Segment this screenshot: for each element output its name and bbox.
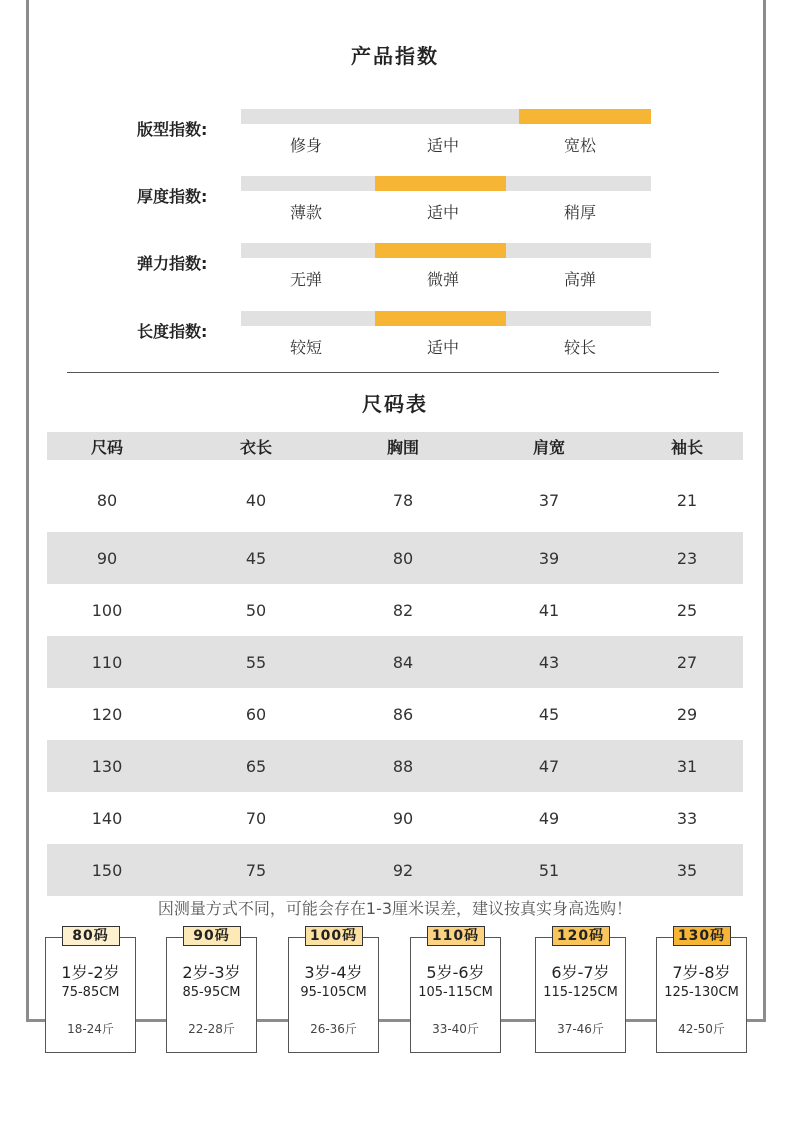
index-bar-track xyxy=(241,311,651,326)
table-cell: 45 xyxy=(538,704,560,724)
table-cell: 78 xyxy=(392,490,414,510)
index-label: 长度指数: xyxy=(137,322,208,341)
table-cell: 21 xyxy=(676,490,698,510)
table-cell: 110 xyxy=(91,652,123,672)
table-cell: 29 xyxy=(676,704,698,724)
table-cell: 130 xyxy=(91,756,123,776)
table-row xyxy=(47,688,743,740)
size-card xyxy=(45,928,136,1053)
size-card-age: 2岁-3岁 xyxy=(182,963,241,982)
table-cell: 43 xyxy=(538,652,560,672)
size-card xyxy=(410,928,501,1053)
index-bar-track xyxy=(241,243,651,258)
table-cell: 33 xyxy=(676,808,698,828)
size-card-tag: 130码 xyxy=(673,926,731,946)
table-row xyxy=(47,740,743,792)
index-level-label: 适中 xyxy=(426,136,459,155)
header-chest: 胸围 xyxy=(386,437,419,457)
table-row xyxy=(47,532,743,584)
measurement-note: 因测量方式不同，可能会存在1-3厘米误差，建议按真实身高选购！ xyxy=(157,899,633,918)
size-table xyxy=(47,432,743,896)
size-card-weight: 42-50斤 xyxy=(678,1022,725,1036)
size-card-tag: 100码 xyxy=(305,926,363,946)
header-shoulder: 肩宽 xyxy=(532,437,565,457)
index-bar-fill xyxy=(375,243,506,258)
size-card-height: 125-130CM xyxy=(664,985,739,1000)
index-bar-fill xyxy=(375,311,506,326)
index-label: 弹力指数: xyxy=(137,254,208,273)
size-card-tag: 80码 xyxy=(62,926,120,946)
table-cell: 45 xyxy=(245,548,267,568)
index-level-label: 薄款 xyxy=(289,203,322,222)
size-card-weight: 33-40斤 xyxy=(432,1022,479,1036)
size-card-tag: 90码 xyxy=(183,926,241,946)
table-cell: 47 xyxy=(538,756,560,776)
table-cell: 60 xyxy=(245,704,267,724)
size-card-age: 1岁-2岁 xyxy=(61,963,120,982)
table-cell: 86 xyxy=(392,704,414,724)
size-card xyxy=(288,928,379,1053)
size-card-height: 105-115CM xyxy=(418,985,493,1000)
index-level-label: 无弹 xyxy=(289,270,322,289)
index-level-label: 修身 xyxy=(289,136,322,155)
table-row xyxy=(47,460,743,532)
header-size: 尺码 xyxy=(90,437,123,457)
table-cell: 80 xyxy=(96,490,118,510)
table-cell: 27 xyxy=(676,652,698,672)
size-card-weight: 37-46斤 xyxy=(557,1022,604,1036)
index-bar-track xyxy=(241,176,651,191)
table-cell: 84 xyxy=(392,652,414,672)
size-card-height: 85-95CM xyxy=(182,985,241,1000)
size-card xyxy=(656,928,747,1053)
table-cell: 80 xyxy=(392,548,414,568)
index-row xyxy=(0,109,790,169)
size-card-tag: 110码 xyxy=(427,926,485,946)
table-cell: 51 xyxy=(538,860,560,880)
table-cell: 75 xyxy=(245,860,267,880)
size-card-height: 95-105CM xyxy=(300,985,367,1000)
table-cell: 150 xyxy=(91,860,123,880)
size-card-age: 7岁-8岁 xyxy=(672,963,731,982)
index-level-label: 微弹 xyxy=(426,270,459,289)
table-cell: 90 xyxy=(96,548,118,568)
index-level-label: 适中 xyxy=(426,338,459,357)
table-cell: 31 xyxy=(676,756,698,776)
table-cell: 100 xyxy=(91,600,123,620)
product-index-title: 产品指数 xyxy=(351,44,439,68)
table-row xyxy=(47,844,743,896)
size-card-weight: 18-24斤 xyxy=(67,1022,114,1036)
table-cell: 120 xyxy=(91,704,123,724)
size-card-weight: 26-36斤 xyxy=(310,1022,357,1036)
table-cell: 50 xyxy=(245,600,267,620)
size-table-title: 尺码表 xyxy=(362,392,428,416)
size-card-height: 75-85CM xyxy=(61,985,120,1000)
table-cell: 35 xyxy=(676,860,698,880)
table-row xyxy=(47,792,743,844)
table-cell: 92 xyxy=(392,860,414,880)
table-cell: 39 xyxy=(538,548,560,568)
index-bar-fill xyxy=(375,176,506,191)
size-table-body xyxy=(47,460,743,896)
frame-bottom-border xyxy=(26,1019,766,1022)
table-cell: 70 xyxy=(245,808,267,828)
table-cell: 140 xyxy=(91,808,123,828)
index-bar-track xyxy=(241,109,651,124)
index-bar-fill xyxy=(519,109,651,124)
table-row xyxy=(47,584,743,636)
table-cell: 88 xyxy=(392,756,414,776)
table-cell: 90 xyxy=(392,808,414,828)
size-card xyxy=(535,928,626,1053)
table-cell: 40 xyxy=(245,490,267,510)
table-cell: 23 xyxy=(676,548,698,568)
table-row xyxy=(47,636,743,688)
table-cell: 65 xyxy=(245,756,267,776)
table-cell: 25 xyxy=(676,600,698,620)
size-card-age: 3岁-4岁 xyxy=(304,963,363,982)
index-row xyxy=(0,176,790,236)
index-level-label: 适中 xyxy=(426,203,459,222)
size-card-tag: 120码 xyxy=(552,926,610,946)
size-card xyxy=(166,928,257,1053)
size-card-age: 5岁-6岁 xyxy=(426,963,485,982)
index-level-label: 稍厚 xyxy=(563,203,596,222)
size-card-age: 6岁-7岁 xyxy=(551,963,610,982)
index-label: 版型指数: xyxy=(137,120,208,139)
index-level-label: 较长 xyxy=(563,338,596,357)
section-divider xyxy=(67,372,719,373)
index-level-label: 宽松 xyxy=(563,136,596,155)
table-cell: 49 xyxy=(538,808,560,828)
table-cell: 82 xyxy=(392,600,414,620)
table-cell: 55 xyxy=(245,652,267,672)
index-level-label: 高弹 xyxy=(563,270,596,289)
header-length: 衣长 xyxy=(239,437,272,457)
index-level-label: 较短 xyxy=(289,338,322,357)
table-cell: 37 xyxy=(538,490,560,510)
index-label: 厚度指数: xyxy=(137,187,208,206)
index-row xyxy=(0,311,790,371)
table-cell: 41 xyxy=(538,600,560,620)
index-row xyxy=(0,243,790,303)
size-card-height: 115-125CM xyxy=(543,985,618,1000)
size-card-weight: 22-28斤 xyxy=(188,1022,235,1036)
header-sleeve: 袖长 xyxy=(670,437,703,457)
size-table-header xyxy=(47,432,743,460)
